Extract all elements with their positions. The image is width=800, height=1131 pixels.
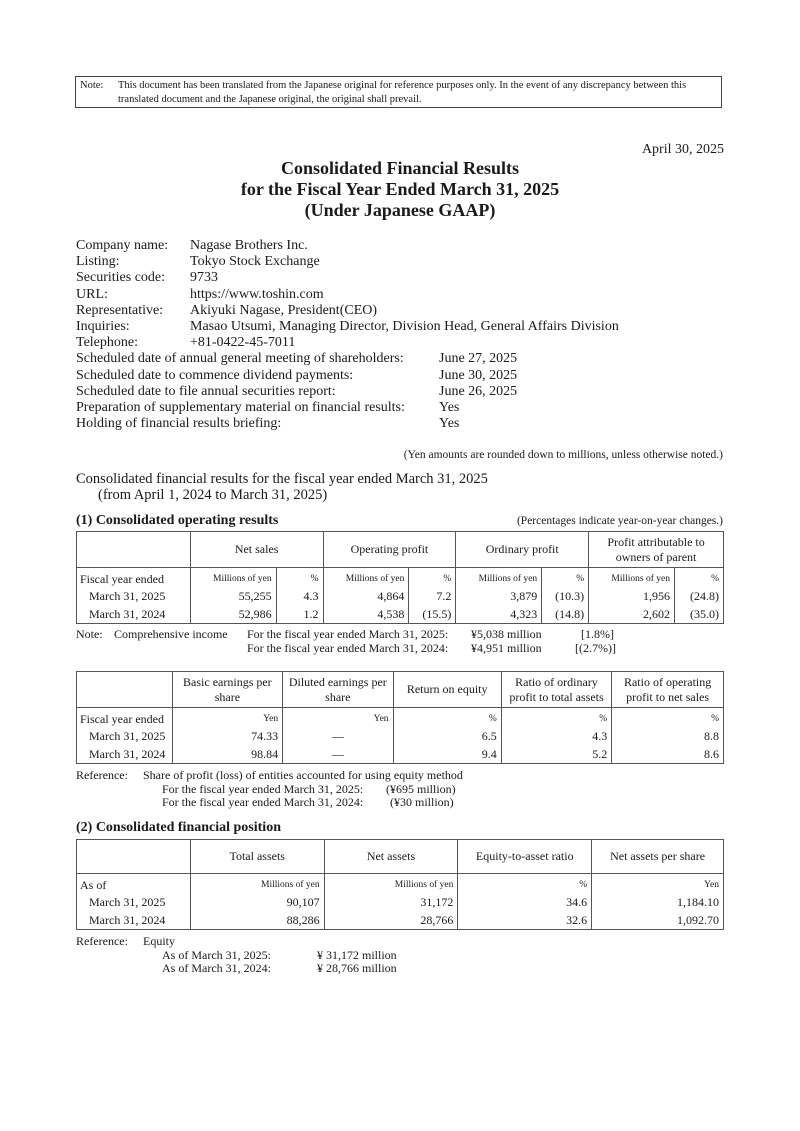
value-cell: 4,538 — [323, 605, 409, 624]
title-line-2: for the Fiscal Year Ended March 31, 2025 — [240, 179, 560, 199]
value-cell: — — [283, 727, 393, 745]
schedule-label: Scheduled date to commence dividend payments: — [76, 367, 354, 383]
period-cell: March 31, 2025 — [77, 893, 191, 911]
note-line-amount: ¥4,951 million — [471, 640, 542, 655]
value-cell: 2,602 — [589, 605, 675, 624]
value-cell: 9.4 — [393, 745, 501, 764]
section-period: (from April 1, 2024 to March 31, 2025) — [98, 487, 328, 503]
table-header-row — [77, 672, 724, 708]
info-label: Inquiries: — [76, 319, 130, 335]
unit-cell: % — [393, 708, 501, 728]
row-label: As of — [77, 874, 191, 894]
info-value: 9733 — [190, 270, 218, 286]
schedule-value: June 30, 2025 — [439, 367, 518, 383]
header-diluted-eps: Diluted earnings per share — [283, 672, 393, 708]
title-line-1: Consolidated Financial Results — [280, 158, 520, 178]
indent-spacer — [76, 962, 162, 976]
info-label: Telephone: — [76, 335, 138, 351]
reference-row — [76, 935, 397, 949]
table-row — [77, 893, 724, 911]
unit-cell: % — [458, 874, 592, 894]
section-heading — [76, 471, 488, 503]
indent-spacer — [76, 783, 162, 797]
units-row — [77, 568, 724, 588]
value-cell: 98.84 — [172, 745, 282, 764]
reference-item: Share of profit (loss) of entities accounted for using equity method — [143, 768, 463, 782]
translation-note — [75, 76, 722, 108]
value-cell: (24.8) — [675, 587, 724, 605]
reference-line-amount: ¥ 31,172 million — [317, 947, 397, 962]
header-net-assets-per-share: Net assets per share — [592, 840, 724, 874]
value-cell: 1.2 — [276, 605, 323, 624]
info-row-company — [76, 238, 619, 254]
info-value: +81-0422-45-7011 — [190, 335, 296, 351]
schedule-row-securities-report — [76, 384, 619, 400]
note-label: Note: — [80, 80, 104, 91]
page-title — [0, 158, 800, 221]
note-item: Comprehensive income — [114, 627, 228, 641]
value-cell: 5.2 — [501, 745, 611, 764]
row-label: Fiscal year ended — [77, 708, 173, 728]
value-cell: 34.6 — [458, 893, 592, 911]
period-cell: March 31, 2024 — [77, 911, 191, 930]
header-net-sales: Net sales — [190, 532, 323, 568]
reference-row — [76, 949, 397, 963]
note-line-pct: [1.8%] — [581, 627, 614, 641]
value-cell: 74.33 — [172, 727, 282, 745]
schedule-row-dividend — [76, 368, 619, 384]
value-cell: 8.6 — [612, 745, 724, 764]
info-value: Akiyuki Nagase, President(CEO) — [190, 302, 378, 318]
table-row — [77, 911, 724, 930]
header-basic-eps: Basic earnings per share — [172, 672, 282, 708]
schedule-row-supplementary — [76, 400, 619, 416]
table-row — [77, 605, 724, 624]
schedule-value: June 26, 2025 — [439, 383, 518, 399]
unit-cell: % — [276, 568, 323, 588]
info-row-telephone — [76, 335, 619, 351]
reference-line-amount: (¥695 million) — [386, 781, 456, 796]
reference-line-label: As of March 31, 2024: — [162, 961, 271, 976]
info-row-representative — [76, 303, 619, 319]
header-ordinary-profit: Ordinary profit — [456, 532, 589, 568]
note-line-label: For the fiscal year ended March 31, 2024: — [247, 640, 449, 655]
unit-cell: % — [501, 708, 611, 728]
period-cell: March 31, 2024 — [77, 605, 191, 624]
company-url-link[interactable]: https://www.toshin.com — [190, 286, 324, 302]
note-label: Note: — [76, 627, 103, 641]
reference-label: Reference: — [76, 934, 128, 948]
company-info — [76, 238, 619, 432]
note-row — [76, 628, 616, 642]
value-cell: 4,864 — [323, 587, 409, 605]
header-blank — [77, 672, 173, 708]
title-line-3: (Under Japanese GAAP) — [304, 200, 496, 220]
unit-cell: Millions of yen — [456, 568, 542, 588]
header-operating-margin: Ratio of operating profit to net sales — [612, 672, 724, 708]
table-row — [77, 727, 724, 745]
value-cell: (15.5) — [409, 605, 456, 624]
reference-label: Reference: — [76, 768, 128, 782]
header-equity-ratio: Equity-to-asset ratio — [458, 840, 592, 874]
info-value: Nagase Brothers Inc. — [190, 238, 308, 253]
info-row-listing — [76, 254, 619, 270]
ratios-table — [76, 671, 724, 764]
value-cell: 7.2 — [409, 587, 456, 605]
value-cell: 3,879 — [456, 587, 542, 605]
equity-method-reference — [76, 769, 463, 810]
info-label: Company name: — [76, 238, 169, 253]
table-row — [77, 745, 724, 764]
unit-cell: % — [612, 708, 724, 728]
unit-cell: Millions of yen — [589, 568, 675, 588]
period-cell: March 31, 2025 — [77, 727, 173, 745]
indent-spacer — [76, 642, 247, 656]
value-cell: (35.0) — [675, 605, 724, 624]
reference-item: Equity — [143, 934, 175, 948]
info-row-code — [76, 270, 619, 286]
financial-position-heading: (2) Consolidated financial position — [76, 820, 281, 835]
indent-spacer — [76, 949, 162, 963]
reference-row — [76, 783, 463, 797]
header-total-assets: Total assets — [190, 840, 324, 874]
value-cell: 8.8 — [612, 727, 724, 745]
reference-line-amount: (¥30 million) — [390, 795, 454, 810]
unit-cell: % — [409, 568, 456, 588]
info-value: Masao Utsumi, Managing Director, Division Head, General Affairs Division — [190, 319, 619, 335]
value-cell: 28,766 — [324, 911, 458, 930]
schedule-label: Holding of financial results briefing: — [76, 416, 282, 432]
unit-cell: Millions of yen — [190, 568, 276, 588]
header-ordinary-profit-ratio: Ratio of ordinary profit to total assets — [501, 672, 611, 708]
section-title: Consolidated financial results for the fiscal year ended March 31, 2025 — [76, 471, 488, 487]
value-cell: — — [283, 745, 393, 764]
info-label: Representative: — [76, 302, 164, 318]
table-row — [77, 587, 724, 605]
value-cell: 55,255 — [190, 587, 276, 605]
rounding-note: (Yen amounts are rounded down to millions, unless otherwise noted.) — [403, 449, 723, 461]
note-text: This document has been translated from the Japanese original for reference purposes only. In the event of any discrepancy between this translated document and the Japanese original, the original shall prevail. — [118, 80, 687, 105]
header-roe: Return on equity — [393, 672, 501, 708]
info-row-url — [76, 287, 619, 303]
schedule-row-briefing — [76, 416, 619, 432]
unit-cell: Yen — [592, 874, 724, 894]
value-cell: 1,092.70 — [592, 911, 724, 930]
schedule-label: Scheduled date of annual general meeting of shareholders: — [76, 351, 404, 367]
value-cell: 52,986 — [190, 605, 276, 624]
schedule-value: Yes — [439, 400, 460, 416]
table-header-row — [77, 840, 724, 874]
schedule-label: Preparation of supplementary material on financial results: — [76, 400, 405, 416]
schedule-row-agm — [76, 351, 619, 367]
schedule-label: Scheduled date to file annual securities report: — [76, 383, 336, 399]
schedule-value: June 27, 2025 — [439, 351, 518, 367]
indent-spacer — [76, 796, 162, 810]
note-row — [76, 642, 616, 656]
info-label: Securities code: — [76, 270, 166, 286]
note-line-pct: [(2.7%)] — [575, 640, 616, 655]
units-row — [77, 708, 724, 728]
info-label: Listing: — [76, 254, 120, 270]
value-cell: 4,323 — [456, 605, 542, 624]
operating-results-heading: (1) Consolidated operating results — [76, 513, 279, 528]
table-header-row — [77, 532, 724, 568]
reference-line-amount: ¥ 28,766 million — [317, 961, 397, 976]
value-cell: 4.3 — [501, 727, 611, 745]
value-cell: (10.3) — [542, 587, 589, 605]
value-cell: 6.5 — [393, 727, 501, 745]
value-cell: 88,286 — [190, 911, 324, 930]
value-cell: 4.3 — [276, 587, 323, 605]
info-label: URL: — [76, 286, 108, 302]
unit-cell: Millions of yen — [324, 874, 458, 894]
note-line-amount: ¥5,038 million — [471, 627, 542, 641]
value-cell: 31,172 — [324, 893, 458, 911]
period-cell: March 31, 2024 — [77, 745, 173, 764]
units-row — [77, 874, 724, 894]
header-blank — [77, 840, 191, 874]
unit-cell: Millions of yen — [190, 874, 324, 894]
value-cell: (14.8) — [542, 605, 589, 624]
info-row-inquiries — [76, 319, 619, 335]
value-cell: 32.6 — [458, 911, 592, 930]
reference-row — [76, 962, 397, 976]
row-label: Fiscal year ended — [77, 568, 191, 588]
header-blank — [77, 532, 191, 568]
reference-line-label: For the fiscal year ended March 31, 2024: — [162, 795, 364, 810]
header-profit-owners: Profit attributable to owners of parent — [589, 532, 724, 568]
unit-cell: Yen — [172, 708, 282, 728]
value-cell: 90,107 — [190, 893, 324, 911]
reference-line-label: For the fiscal year ended March 31, 2025: — [162, 781, 364, 796]
unit-cell: % — [675, 568, 724, 588]
info-value: Tokyo Stock Exchange — [190, 254, 320, 270]
reference-row — [76, 796, 463, 810]
unit-cell: Yen — [283, 708, 393, 728]
reference-line-label: As of March 31, 2025: — [162, 947, 271, 962]
header-operating-profit: Operating profit — [323, 532, 456, 568]
percentage-note: (Percentages indicate year-on-year changes.) — [516, 515, 723, 527]
header-net-assets: Net assets — [324, 840, 458, 874]
period-cell: March 31, 2025 — [77, 587, 191, 605]
schedule-value: Yes — [439, 416, 460, 432]
value-cell: 1,184.10 — [592, 893, 724, 911]
unit-cell: % — [542, 568, 589, 588]
equity-reference — [76, 935, 397, 976]
document-date: April 30, 2025 — [641, 142, 724, 157]
unit-cell: Millions of yen — [323, 568, 409, 588]
financial-position-table — [76, 839, 724, 930]
note-line-label: For the fiscal year ended March 31, 2025: — [247, 627, 449, 641]
value-cell: 1,956 — [589, 587, 675, 605]
operating-results-table — [76, 531, 724, 624]
comprehensive-income-note — [76, 628, 616, 655]
reference-row — [76, 769, 463, 783]
